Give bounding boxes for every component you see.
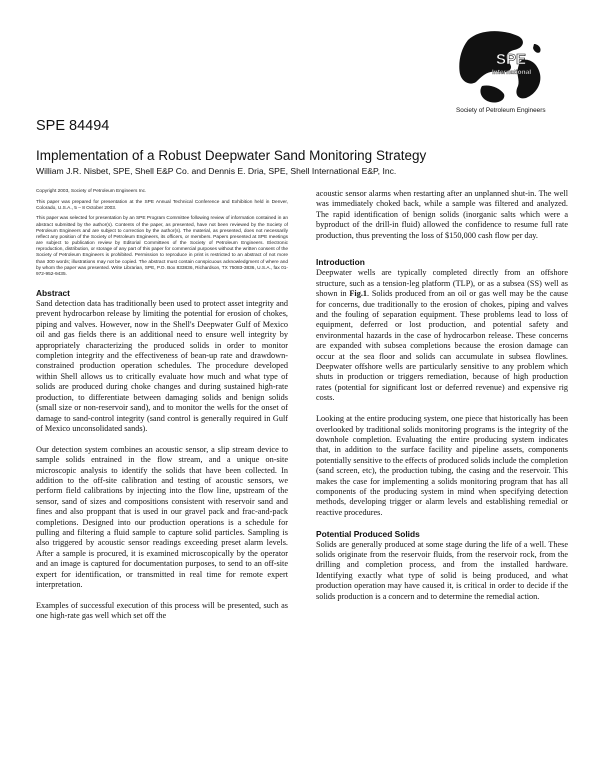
- spe-logo: [448, 30, 564, 116]
- logo-international-text: International: [492, 69, 532, 76]
- abstract-paragraph-2: Our detection system combines an acoustic sensor, a slip stream device to sample solids entrained in the flow stream, and a unique on-site microscopic analysis to identify the solids that have been collected. In addition to the off-site calibration and testing of acoustic sensors, we perform field calibrations by injecting into the flow line, upstream of the sensor, sand of sizes and compositions consistent with reservoir sand and fines and also proppant that is used in our gravel pack and frac-and-pack completions. Designed into our production operations is a schedule for pulling and filtering a fluid sample to capture solid particles. Sampling is also triggered by acoustic sensor readings exceeding preset alarm levels. After a sample is procured, it is examined microscopically by the operator and an image is captured for documentation purposes, to send to an off-site expert for identification, or transmitted in real time for remote expert interpretation.: [36, 444, 288, 589]
- abstract-heading: Abstract: [36, 288, 70, 299]
- potential-solids-heading: Potential Produced Solids: [316, 528, 420, 539]
- potential-solids-paragraph: Solids are generally produced at some stage during the life of a well. These solids originate from the reservoir fluids, from the reservoir rock, from the drilling and completion process, and from the installed hardware. Identifying exactly what type of solid is being produced, and what production operation may have caused it, is critical in order to decide if the solids production is a concern and to determine the remedial action.: [316, 539, 568, 601]
- intro-text-b: . Solids produced from an oil or gas well may be the cause for concerns, due traditionally to the erosion of chokes, piping and valves and the fouling of separation equipment. These problems lead to loss of equipment, deferred or lost production, and potential safety and environmental hazards in the case of hydrocarbon release. These concerns are expanded with subsea completions because the erosion damage can occur at the sea floor and solids can accumulate in subsea flowlines. Deepwater offshore wells are particularly sensitive to any problem which shuts in production or triggers remediation, because of high production rates (potential for significant lost or deferred revenue) and expensive rig costs.: [316, 289, 568, 403]
- authors-line: William J.R. Nisbet, SPE, Shell E&P Co. and Dennis E. Dria, SPE, Shell International E&P, Inc.: [36, 166, 397, 176]
- right-column: [316, 189, 568, 602]
- introduction-paragraph-2: Looking at the entire producing system, one piece that historically has been overlooked by traditional solids monitoring programs is the integrity of the downhole completion. Evaluating the entire producing system indicates that, in addition to the surface facility and pipeline assets, components potentially sensitive to the effects of produced solids include the completion (sand screen, etc), the production tubing, the casing and the reservoir. This makes the case for implementing a solids monitoring program that has all components of the producing system in mind when specifying detection methods, developing trigger or alarm levels and establishing remedial or reactive procedures.: [316, 414, 568, 517]
- abstract-paragraph-3: Examples of successful execution of this process will be presented, such as one high-rate gas well which set off the: [36, 600, 288, 621]
- abstract-paragraph-1: Sand detection data has traditionally been used to protect asset integrity and prevent hydrocarbon release by limiting the potential for erosion of chokes, piping and valves. However, now in the Shell's Deepwater Gulf of Mexico oil and gas fields there is an additional need to ensure well integrity by appropriately characterizing the produced solids in order to monitor completion integrity and the effectiveness of bean-up rate and drawdown-constrained production operation schedules. The procedure developed within Shell allows us to critically evaluate how much and what type of solids are produced during choke changes and during sustained high-rate production, to differentiate between damaging solids and benign solids (small size or non-reservoir sand), and to monitor the wells for the onset of damage to sand-control integrity (sand control is generally required in Gulf of Mexico unconsolidated sands).: [36, 299, 288, 433]
- intro-text-a: Deepwater wells are typically completed directly from an offshore structure, such as a tension-leg platform (TLP), or as a subsea (SS) well as shown in: [316, 268, 568, 299]
- logo-spe-text: SPE: [496, 51, 527, 68]
- figure-reference: Fig.1: [349, 289, 368, 299]
- introduction-heading: Introduction: [316, 257, 365, 268]
- paper-number: SPE 84494: [36, 118, 110, 134]
- review-notice: This paper was selected for presentation by an SPE Program Committee following review of information contained in an abstract submitted by the author(s). Contents of the paper, as presented, have not been reviewed by the Society of Petroleum Engineers and are subject to correction by the author(s). The material, as presented, does not necessarily reflect any position of the Society of Petroleum Engineers, its officers, or members. Papers presented at SPE meetings are subject to publication review by Editorial Committees of the Society of Petroleum Engineers. Electronic reproduction, distribution, or storage of any part of this paper for commercial purposes without the written consent of the Society of Petroleum Engineers is prohibited. Permission to reproduce in print is restricted to an abstract of not more than 300 words; illustrations may not be copied. The abstract must contain conspicuous acknowledgment of where and by whom the paper was presented. Write Librarian, SPE, P.O. Box 833836, Richardson, TX 75083-3836, U.S.A., fax 01-972-952-9435.: [36, 216, 288, 277]
- page-title: Implementation of a Robust Deepwater Sand Monitoring Strategy: [36, 148, 427, 163]
- globe-icon: [448, 30, 564, 116]
- logo-caption: Society of Petroleum Engineers: [456, 107, 546, 114]
- copyright-notice: Copyright 2003, Society of Petroleum Engineers Inc.: [36, 189, 147, 194]
- continued-paragraph: acoustic sensor alarms when restarting after an unplanned shut-in. The well was immediately choked back, while a sample was filtered and analyzed. The rapid identification of benign solids (inorganic salts which were a byproduct of the drill-in fluid) allowed the confidence to resume full rate production, thus preventing the loss of $150,000 cash flow per day.: [316, 189, 568, 240]
- introduction-paragraph-1: [316, 268, 568, 403]
- prepared-notice: This paper was prepared for presentation at the SPE Annual Technical Conference and Exhibition held in Denver, Colorado, U.S.A., 5 – 8 October 2003.: [36, 200, 288, 212]
- left-column: [36, 189, 288, 622]
